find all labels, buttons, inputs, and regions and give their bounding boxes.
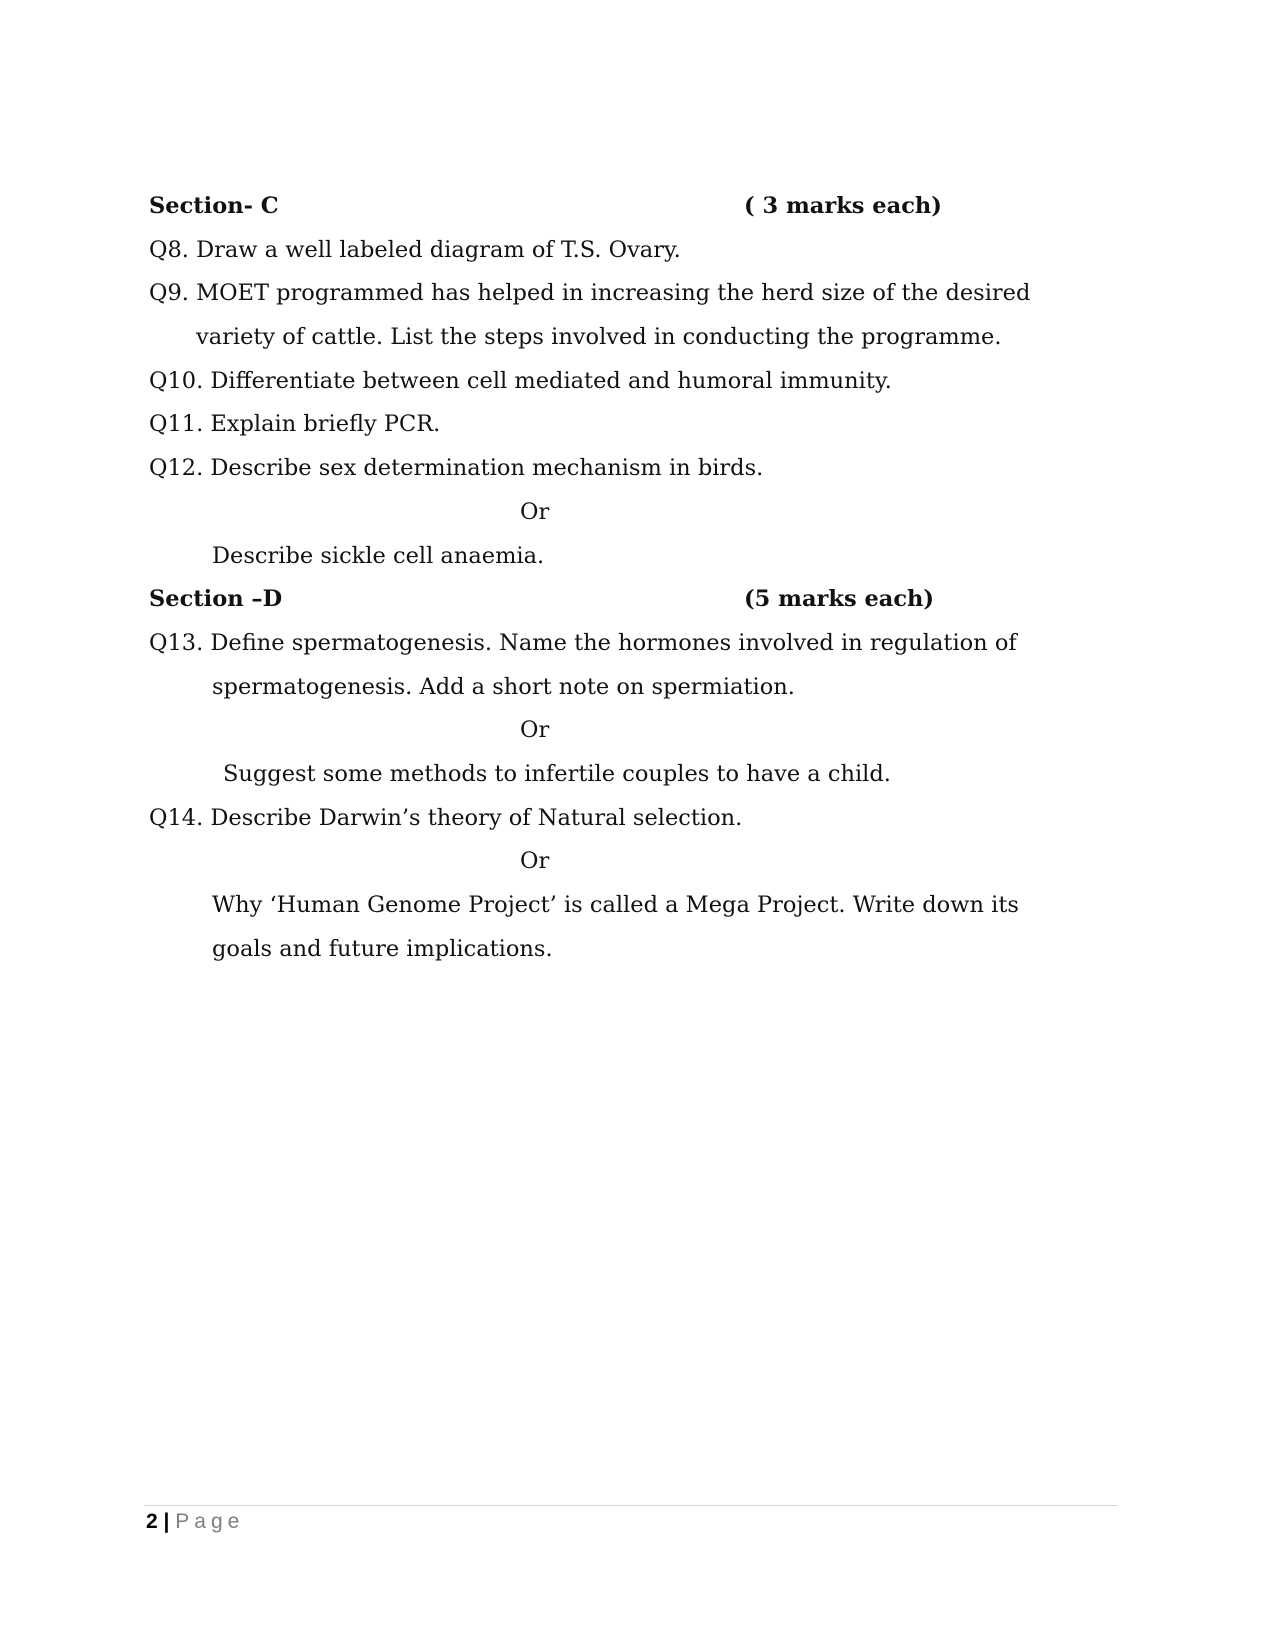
question-8: Q8. Draw a well labeled diagram of T.S. Ovary. [149,236,681,263]
or-divider: Or [520,848,550,875]
section-d-title: Section –D [149,586,283,613]
question-14: Q14. Describe Darwin’s theory of Natural selection. [149,804,743,831]
section-d-marks: (5 marks each) [744,586,935,613]
section-c-title: Section- C [149,193,279,219]
page-number: 2 [146,1510,158,1533]
question-9-line-2: variety of cattle. List the steps involved in conducting the programme. [196,324,1002,351]
footer-separator: | [163,1510,170,1533]
footer-rule [144,1505,1118,1506]
question-13-line-1: Q13. Define spermatogenesis. Name the hormones involved in regulation of [149,629,1017,656]
question-14-alternative-line-2: goals and future implications. [212,935,553,962]
question-10: Q10. Differentiate between cell mediated and humoral immunity. [149,367,892,394]
page-label: Page [175,1510,245,1533]
section-d-heading [149,578,1149,622]
question-9-line-1: Q9. MOET programmed has helped in increasing the herd size of the desired [149,280,1031,307]
question-paper-body [149,185,1149,971]
question-12-alternative: Describe sickle cell anaemia. [212,542,545,569]
question-13-line-2: spermatogenesis. Add a short note on spermiation. [212,673,795,700]
question-13-alternative: Suggest some methods to infertile couples to have a child. [223,760,891,787]
page-footer [146,1510,244,1534]
section-c-heading [149,185,1149,229]
or-divider: Or [520,498,550,525]
section-c-marks: ( 3 marks each) [744,193,942,219]
question-14-alternative-line-1: Why ‘Human Genome Project’ is called a Mega Project. Write down its [212,892,1019,918]
or-divider: Or [520,717,550,744]
question-11: Q11. Explain briefly PCR. [149,411,441,438]
question-12: Q12. Describe sex determination mechanism in birds. [149,455,764,482]
